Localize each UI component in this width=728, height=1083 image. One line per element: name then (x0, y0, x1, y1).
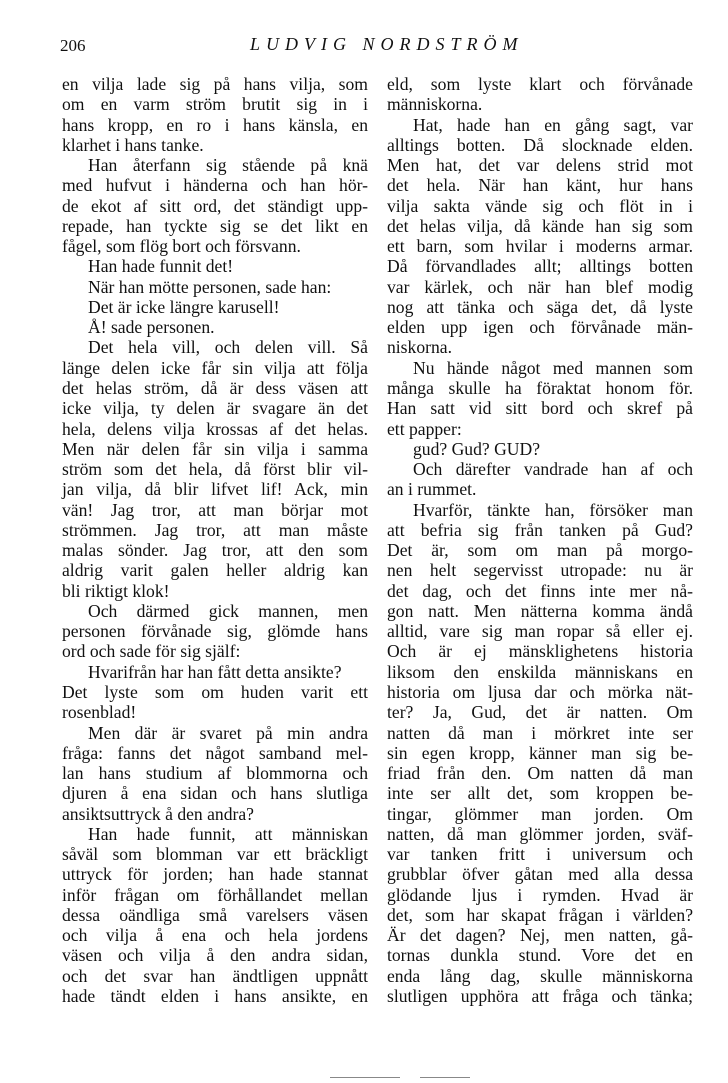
text-line: När han mötte personen, sade han: (88, 276, 332, 297)
text-line: Då förvandlades allt; alltings botten (387, 256, 693, 277)
text-line: sin egen kropp, känner man sig be- (387, 742, 693, 763)
text-line: Och därefter vandrade han af och (413, 459, 693, 480)
text-line: Å! sade personen. (88, 317, 215, 338)
text-line: personen förvånade sig, glömde hans (62, 621, 368, 642)
text-line: länge delen icke får sin vilja att följa (62, 357, 368, 378)
text-line: friad från den. Om natten då man (387, 763, 693, 784)
text-line: nen helt segervisst utropade: nu är (387, 560, 693, 581)
text-line: inför frågan om förhållandet mellan (62, 884, 368, 905)
text-line: Han hade funnit, att människan (88, 823, 368, 844)
text-line: och vilja å ena och hela jordens (62, 925, 368, 946)
right-column (387, 74, 693, 1006)
text-line: väsen och vilja å den andra sidan, (62, 945, 368, 966)
text-line: en vilja lade sig på hans vilja, som (62, 74, 368, 94)
text-line: eld, som lyste klart och förvånade (387, 74, 693, 94)
text-line: Och är ej mänsklighetens historia (387, 641, 693, 662)
page-number: 206 (60, 36, 86, 55)
text-line: Hvarifrån har han fått detta ansikte? (88, 661, 342, 682)
text-line: Det är, som om man på morgo- (387, 540, 693, 561)
text-line: Han återfann sig stående på knä (88, 155, 368, 176)
text-line: ter? Ja, Gud, det är natten. Om (387, 702, 693, 723)
text-line: Det är icke längre karusell! (88, 296, 280, 317)
text-line: grubblar öfver gåtan med alla dessa (387, 864, 693, 885)
text-line: var kärlek, och när han blef modig (387, 276, 693, 297)
text-line: Men där är svaret på min andra (88, 722, 368, 743)
text-line: lan hans studium af blommorna och (62, 763, 368, 784)
text-line: hade tändt elden i hans ansikte, en (62, 985, 368, 1006)
text-line: vän! Jag tror, att man börjar mot (62, 499, 368, 520)
text-line: att befria sig från tanken på Gud? (387, 519, 693, 540)
text-line: fråga: fanns det något samband mel- (62, 742, 368, 763)
bottom-rule-2 (420, 1077, 470, 1078)
text-line: bli riktigt klok! (62, 580, 170, 601)
text-line: det helas ström, då är dess väsen att (62, 377, 368, 398)
text-line: Men hat, det var delens strid mot (387, 155, 693, 176)
text-line: dessa oändliga små varelsers väsen (62, 904, 368, 925)
text-line: uttryck för jorden; han hade stannat (62, 864, 368, 885)
text-line: många skulle ha föraktat honom för. (387, 377, 693, 398)
bottom-rule (330, 1077, 400, 1078)
text-line: människorna. (387, 94, 483, 115)
text-line: Hvarför, tänkte han, försöker man (413, 499, 693, 520)
text-line: gon natt. Men nätterna komma ändå (387, 600, 693, 621)
text-line: ord och sade för sig själf: (62, 641, 241, 662)
text-line: Han satt vid sitt bord och skref på (387, 398, 693, 419)
text-line: repade, han tyckte sig se det likt en (62, 215, 368, 236)
text-line: och det svar han ändtligen uppnått (62, 965, 368, 986)
running-title: LUDVIG NORDSTRÖM (250, 34, 524, 54)
text-line: Hat, hade han en gång sagt, var (413, 114, 693, 135)
text-line: ansiktsuttryck å den andra? (62, 803, 254, 824)
text-line: om en varm ström brutit sig in i (62, 94, 368, 115)
text-line: Det hela vill, och delen vill. Så (88, 337, 368, 358)
text-line: Är det dagen? Nej, men natten, gå- (387, 925, 693, 946)
text-line: Han hade funnit det! (88, 256, 234, 277)
text-line: liksom den enskilda människans en (387, 661, 693, 682)
text-line: ett barn, som hvilar i moderns armar. (387, 236, 693, 257)
text-line: Men när delen får sin vilja i samma (62, 438, 368, 459)
text-line: an i rummet. (387, 479, 477, 500)
text-line: med hufvut i händerna och han hör- (62, 175, 368, 196)
text-line: Nu hände något med mannen som (413, 357, 693, 378)
text-line: natten, då man glömmer jorden, sväf- (387, 823, 693, 844)
left-column (62, 74, 368, 1006)
text-line: gud? Gud? GUD? (413, 438, 541, 459)
text-line: malas sönder. Jag tror, att den som (62, 540, 368, 561)
text-line: rosenblad! (62, 702, 137, 723)
text-line: vilja sakta vände sig och flöt in i (387, 195, 693, 216)
text-line: såväl som blomman var ett bräckligt (62, 844, 368, 865)
text-line: strömmen. Jag tror, att man måste (62, 519, 368, 540)
text-line: Det lyste som om huden varit ett (62, 681, 368, 702)
text-line: elden upp igen och förvånade män- (387, 317, 693, 338)
text-line: djuren å ena sidan och hans slutliga (62, 783, 368, 804)
text-line: natten då man i mörkret inte ser (387, 722, 693, 743)
text-line: det helas vilja, då kände han sig som (387, 215, 693, 236)
text-line: hela, delens vilja krossas af det helas. (62, 418, 368, 439)
text-line: inte ser allt det, som kroppen be- (387, 783, 693, 804)
text-line: slutligen upphöra att fråga och tänka; (387, 985, 693, 1006)
text-line: det dag, och det finns inte mer nå- (387, 580, 693, 601)
text-line: Och därmed gick mannen, men (88, 600, 368, 621)
text-line: var tanken fritt i universum och (387, 844, 693, 865)
text-line: historia om ljusa dar och mörka nät- (387, 681, 693, 702)
text-line: ström som det hela, då först blir vil- (62, 459, 368, 480)
text-line: niskorna. (387, 337, 452, 358)
text-line: alltings botten. Då slocknade elden. (387, 134, 693, 155)
text-line: klarhet i hans tanke. (62, 134, 204, 155)
text-line: nog att tänka och säga det, då lyste (387, 296, 693, 317)
text-line: fågel, som flög bort och försvann. (62, 236, 301, 257)
text-line: tingar, glömmer man jorden. Om (387, 803, 693, 824)
text-line: glödande ljus i rymden. Hvad är (387, 884, 693, 905)
text-line: ett papper: (387, 418, 462, 439)
text-line: aldrig varit galen heller aldrig kan (62, 560, 368, 581)
text-line: alltid, vare sig man ropar så eller ej. (387, 621, 693, 642)
text-line: det hela. När han känt, hur hans (387, 175, 693, 196)
text-line: de ekot af sitt ord, det ständigt upp- (62, 195, 368, 216)
text-line: jan vilja, då blir lifvet lif! Ack, min (62, 479, 368, 500)
text-line: enda lång dag, skulle människorna (387, 965, 693, 986)
text-line: det, som har skapat frågan i världen? (387, 904, 693, 925)
text-line: tornas dunkla stund. Vore det en (387, 945, 693, 966)
text-line: hans kropp, en ro i hans känsla, en (62, 114, 368, 135)
text-line: icke vilja, ty delen är svagare än det (62, 398, 368, 419)
